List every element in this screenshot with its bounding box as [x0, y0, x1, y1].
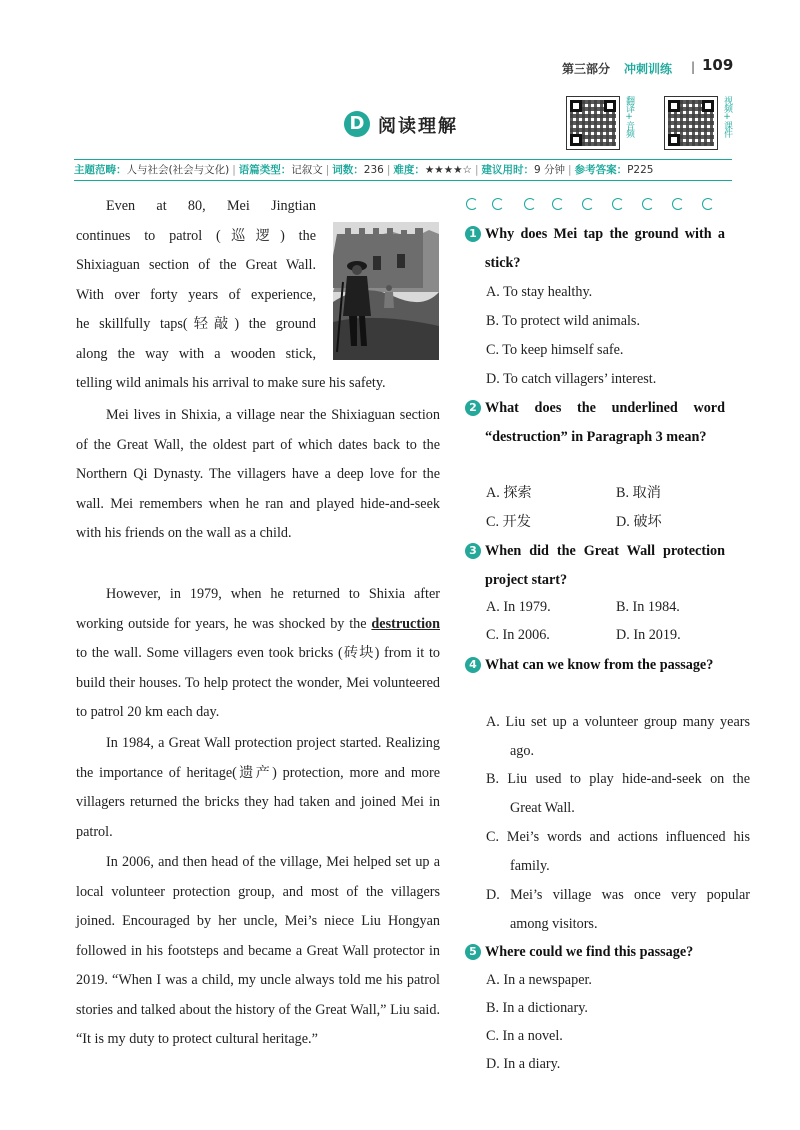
p3-text-before: However, in 1979, when he returned to Shixia after working outside for years, he was shocked by the [76, 586, 440, 632]
q3-option-a[interactable]: A. In 1979. [486, 599, 551, 615]
section-label: 第三部分 [562, 62, 611, 76]
q5-option-d[interactable]: D. In a diary. [486, 1056, 561, 1072]
p1-tail: telling wild animals his arrival to make sure his safety. [76, 375, 386, 391]
q2-option-d[interactable]: D. 破坏 [616, 514, 662, 530]
p1-line-4: With over forty years of experience, [76, 286, 316, 303]
q2-option-b[interactable]: B. 取消 [616, 485, 661, 501]
theme-value: 人与社会(社会与文化) [126, 164, 230, 176]
question-2-stem: What does the underlined word “destruction” in Paragraph 3 mean? [485, 400, 725, 445]
p1-line-6: along the way with a wooden stick, [76, 345, 316, 362]
q5-option-b[interactable]: B. In a dictionary. [486, 1000, 588, 1016]
great-wall-photo [333, 222, 439, 360]
answer-label: 参考答案： [574, 164, 628, 176]
q5-option-c[interactable]: C. In a novel. [486, 1028, 563, 1044]
q1-option-c[interactable]: C. To keep himself safe. [486, 342, 624, 358]
passage-paragraph-1 [76, 192, 316, 369]
passage-paragraph-2: Mei lives in Shixia, a village near the Shixiaguan section of the Great Wall, the oldest part of which dates back to the Northern Qi Dynasty. The villagers have a deep love for the wall. Mei remembers when he ran and played hide-and-seek with his friends on the wall as a child. [76, 407, 440, 541]
q3-option-c[interactable]: C. In 2006. [486, 627, 550, 643]
question-1-number-icon: 1 [465, 226, 481, 242]
q1-option-b[interactable]: B. To protect wild animals. [486, 313, 640, 329]
p1-line-2: continues to patrol (巡逻) the [76, 227, 316, 244]
q4-option-a[interactable]: A. Liu set up a volunteer group many years ago. [486, 714, 750, 759]
q4-option-b[interactable]: B. Liu used to play hide-and-seek on the Great Wall. [486, 771, 750, 816]
difficulty-value: ★★★★☆ [424, 164, 472, 176]
time-label: 建议用时： [481, 164, 535, 176]
q1-option-a[interactable]: A. To stay healthy. [486, 284, 593, 300]
question-3-stem: When did the Great Wall protection project start? [485, 543, 725, 588]
passage-paragraph-5: In 2006, and then head of the village, Mei helped set up a local volunteer protection group, and most of the villagers joined. Encouraged by her uncle, Mei’s niece Liu Hongyan followed in his footsteps and became a Great Wall protector in 2019. “When I was a child, my uncle always told me his patrol stories and talked about the history of the Great Wall,” Liu said. “It is my duty to protect cultural heritage.” [76, 854, 440, 1047]
question-3-number-icon: 3 [465, 543, 481, 559]
answer-value: P225 [627, 164, 654, 176]
p1-line-1: Even at 80, Mei Jingtian [106, 198, 316, 214]
question-1-stem: Why does Mei tap the ground with a stick? [485, 226, 725, 271]
q1-option-d[interactable]: D. To catch villagers’ interest. [486, 371, 657, 387]
question-5-stem: Where could we find this passage? [485, 944, 694, 960]
q3-option-d[interactable]: D. In 2019. [616, 627, 681, 643]
info-bar: 主题范畴：人与社会(社会与文化) | 语篇类型：记叙文 | 词数：236 | 难度：★★★★☆ | 建议用时：9 分钟 | 参考答案：P225 [74, 159, 732, 181]
q2-option-c[interactable]: C. 开发 [486, 514, 531, 530]
underlined-word-destruction: destruction [371, 615, 440, 632]
mode-label: 冲刺训练 [624, 62, 673, 76]
qr-code-translation[interactable] [566, 96, 620, 150]
page-number: 109 [702, 56, 734, 74]
question-4-number-icon: 4 [465, 657, 481, 673]
qr-code-video[interactable] [664, 96, 718, 150]
qr-caption-video: 视频+课件 [722, 96, 732, 137]
section-badge-d: D [344, 111, 370, 137]
question-5-number-icon: 5 [465, 944, 481, 960]
p1-line-3: Shixiaguan section of the Great Wall. [76, 257, 316, 273]
passage-paragraph-3 [76, 580, 440, 728]
difficulty-label: 难度： [393, 164, 425, 176]
p1-line-5: he skillfully taps(轻敲) the ground [76, 316, 316, 332]
time-value: 9 分钟 [534, 164, 566, 176]
q3-option-b[interactable]: B. In 1984. [616, 599, 680, 615]
passage-paragraph-4: In 1984, a Great Wall protection project started. Realizing the importance of heritage(遗产) protection, more and more villagers returned the bricks they had taken and joined Mei in patrol. [76, 735, 440, 840]
q5-option-a[interactable]: A. In a newspaper. [486, 972, 592, 988]
question-2-number-icon: 2 [465, 400, 481, 416]
page-title: 阅读理解 [378, 116, 458, 137]
question-4-stem: What can we know from the passage? [485, 657, 714, 673]
q4-option-c[interactable]: C. Mei’s words and actions influenced his family. [486, 829, 750, 874]
genre-label: 语篇类型： [238, 164, 292, 176]
p3-text-after: to the wall. Some villagers even took bricks (砖块) from it to build their houses. To help protect the wonder, Mei volunteered to patrol 20 km each day. [76, 645, 440, 720]
genre-value: 记叙文 [291, 164, 323, 176]
words-label: 词数： [332, 164, 364, 176]
theme-label: 主题范畴： [74, 164, 127, 176]
qr-caption-translation: 翻译+音频 [624, 96, 634, 137]
header-separator: | [691, 60, 696, 74]
page-header [560, 56, 760, 78]
words-value: 236 [363, 164, 384, 176]
q2-option-a[interactable]: A. 探索 [486, 485, 532, 501]
q4-option-d[interactable]: D. Mei’s village was once very popular among visitors. [486, 887, 750, 932]
